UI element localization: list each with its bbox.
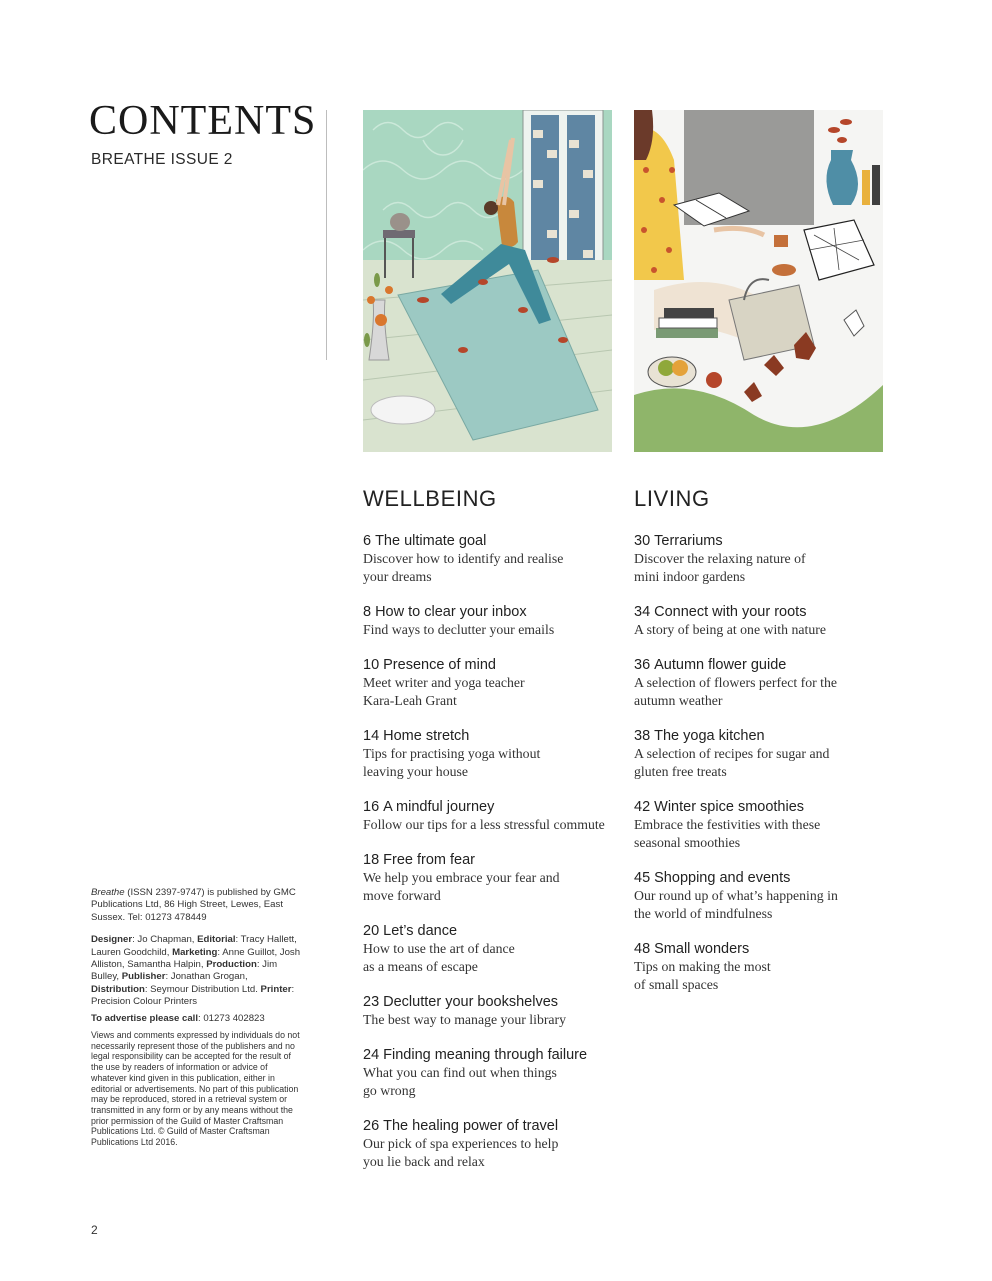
wellbeing-section [363,486,623,1188]
page-ref: 10 [363,657,380,673]
publication-name: Breathe [91,887,125,898]
entry-title: Let’s dance [383,923,458,939]
entry-title: How to clear your inbox [375,604,527,620]
toc-entry[interactable] [634,940,894,994]
toc-entry[interactable] [634,869,894,923]
entry-title: Free from fear [383,852,475,868]
toc-entry[interactable] [363,603,623,639]
toc-entry[interactable] [634,798,894,852]
page-ref: 6 [363,533,372,549]
toc-entry[interactable] [363,727,623,781]
toc-entry[interactable] [363,1046,623,1100]
entry-title: The yoga kitchen [654,728,765,744]
entry-title: Finding meaning through failure [383,1047,588,1063]
page-ref: 26 [363,1118,380,1134]
entry-description: We help you embrace your fear and move forward [363,870,560,903]
page-number: 2 [91,1223,98,1237]
living-entries [634,532,894,994]
issue-subtitle: BREATHE ISSUE 2 [91,151,233,168]
entry-description: The best way to manage your library [363,1012,567,1027]
entry-title: Home stretch [383,728,470,744]
imprint-disclaimer: Views and comments expressed by individuals do not necessarily represent those of the publishers and no legal responsibility can be accepted for the result of the use by readers of information or advice of whatever kind given in this publication, either in editorial or advertisements. No part of this publication may be reproduced, stored in a retrieval system or transmitted in any form or by any means without the prior permission of the Guild of Master Craftsman Publications Ltd. © Guild of Master Craftsman Publications Ltd 2016. [91,1030,300,1148]
entry-description: Discover the relaxing nature of mini indoor gardens [634,551,806,584]
page-ref: 18 [363,852,380,868]
imprint-credits: Designer: Jo Chapman, Editorial: Tracy Hallett, Lauren Goodchild, Marketing: Anne Guillot, Josh Alliston, Samantha Halpin, Production: Jim Bulley, Publisher: Jonathan Grogan, Distribution: Seymour Distribution Ltd. Printer: Precision Colour Printers [91,934,301,1008]
page-ref: 23 [363,994,380,1010]
wellbeing-entries [363,532,623,1171]
page-ref: 16 [363,799,380,815]
toc-entry[interactable] [363,656,623,710]
entry-title: Connect with your roots [654,604,807,620]
page-ref: 34 [634,604,651,620]
page-ref: 30 [634,533,651,549]
toc-entry[interactable] [363,532,623,586]
entry-title: Shopping and events [654,870,791,886]
entry-description: Meet writer and yoga teacher Kara-Leah Grant [363,675,525,708]
toc-entry[interactable] [363,993,623,1029]
entry-title: A mindful journey [383,799,495,815]
entry-description: Our pick of spa experiences to help you lie back and relax [363,1136,559,1169]
entry-description: How to use the art of dance as a means of escape [363,941,515,974]
entry-description: Tips for practising yoga without leaving your house [363,746,541,779]
page-ref: 48 [634,941,651,957]
entry-description: Tips on making the most of small spaces [634,959,771,992]
entry-title: Autumn flower guide [654,657,787,673]
entry-description: Follow our tips for a less stressful commute [363,817,605,832]
page-ref: 36 [634,657,651,673]
page-ref: 45 [634,870,651,886]
toc-entry[interactable] [363,851,623,905]
toc-entry[interactable] [363,922,623,976]
entry-title: Winter spice smoothies [654,799,805,815]
toc-entry[interactable] [634,727,894,781]
living-illustration [634,110,883,452]
entry-description: Find ways to declutter your emails [363,622,555,637]
yoga-illustration [363,110,612,452]
entry-description: Embrace the festivities with these seasonal smoothies [634,817,821,850]
entry-description: A selection of flowers perfect for the autumn weather [634,675,838,708]
living-heading: LIVING [634,486,710,511]
toc-entry[interactable] [634,603,894,639]
vertical-divider [326,110,327,360]
entry-description: Discover how to identify and realise your dreams [363,551,564,584]
imprint-publication: Breathe (ISSN 2397-9747) is published by GMC Publications Ltd, 86 High Street, Lewes, East Sussex. Tel: 01273 478449 [91,887,296,923]
page-ref: 8 [363,604,372,620]
entry-description: What you can find out when things go wrong [363,1065,557,1098]
entry-description: A selection of recipes for sugar and gluten free treats [634,746,830,779]
page-ref: 38 [634,728,651,744]
publisher-imprint [91,887,303,1158]
entry-title: Presence of mind [383,657,496,673]
entry-title: Terrariums [654,533,723,549]
toc-entry[interactable] [634,656,894,710]
toc-entry[interactable] [363,798,623,834]
entry-title: The ultimate goal [375,533,487,549]
entry-title: Declutter your bookshelves [383,994,559,1010]
living-section [634,486,894,1011]
page-title: CONTENTS [89,98,317,144]
page-ref: 42 [634,799,651,815]
toc-entry[interactable] [634,532,894,586]
page-ref: 20 [363,923,380,939]
imprint-advertise: To advertise please call: 01273 402823 [91,1012,265,1024]
page-ref: 14 [363,728,380,744]
page-ref: 24 [363,1047,380,1063]
entry-title: The healing power of travel [383,1118,559,1134]
toc-entry[interactable] [363,1117,623,1171]
entry-title: Small wonders [654,941,750,957]
entry-description: A story of being at one with nature [634,622,826,637]
wellbeing-heading: WELLBEING [363,486,497,511]
entry-description: Our round up of what’s happening in the world of mindfulness [634,888,838,921]
